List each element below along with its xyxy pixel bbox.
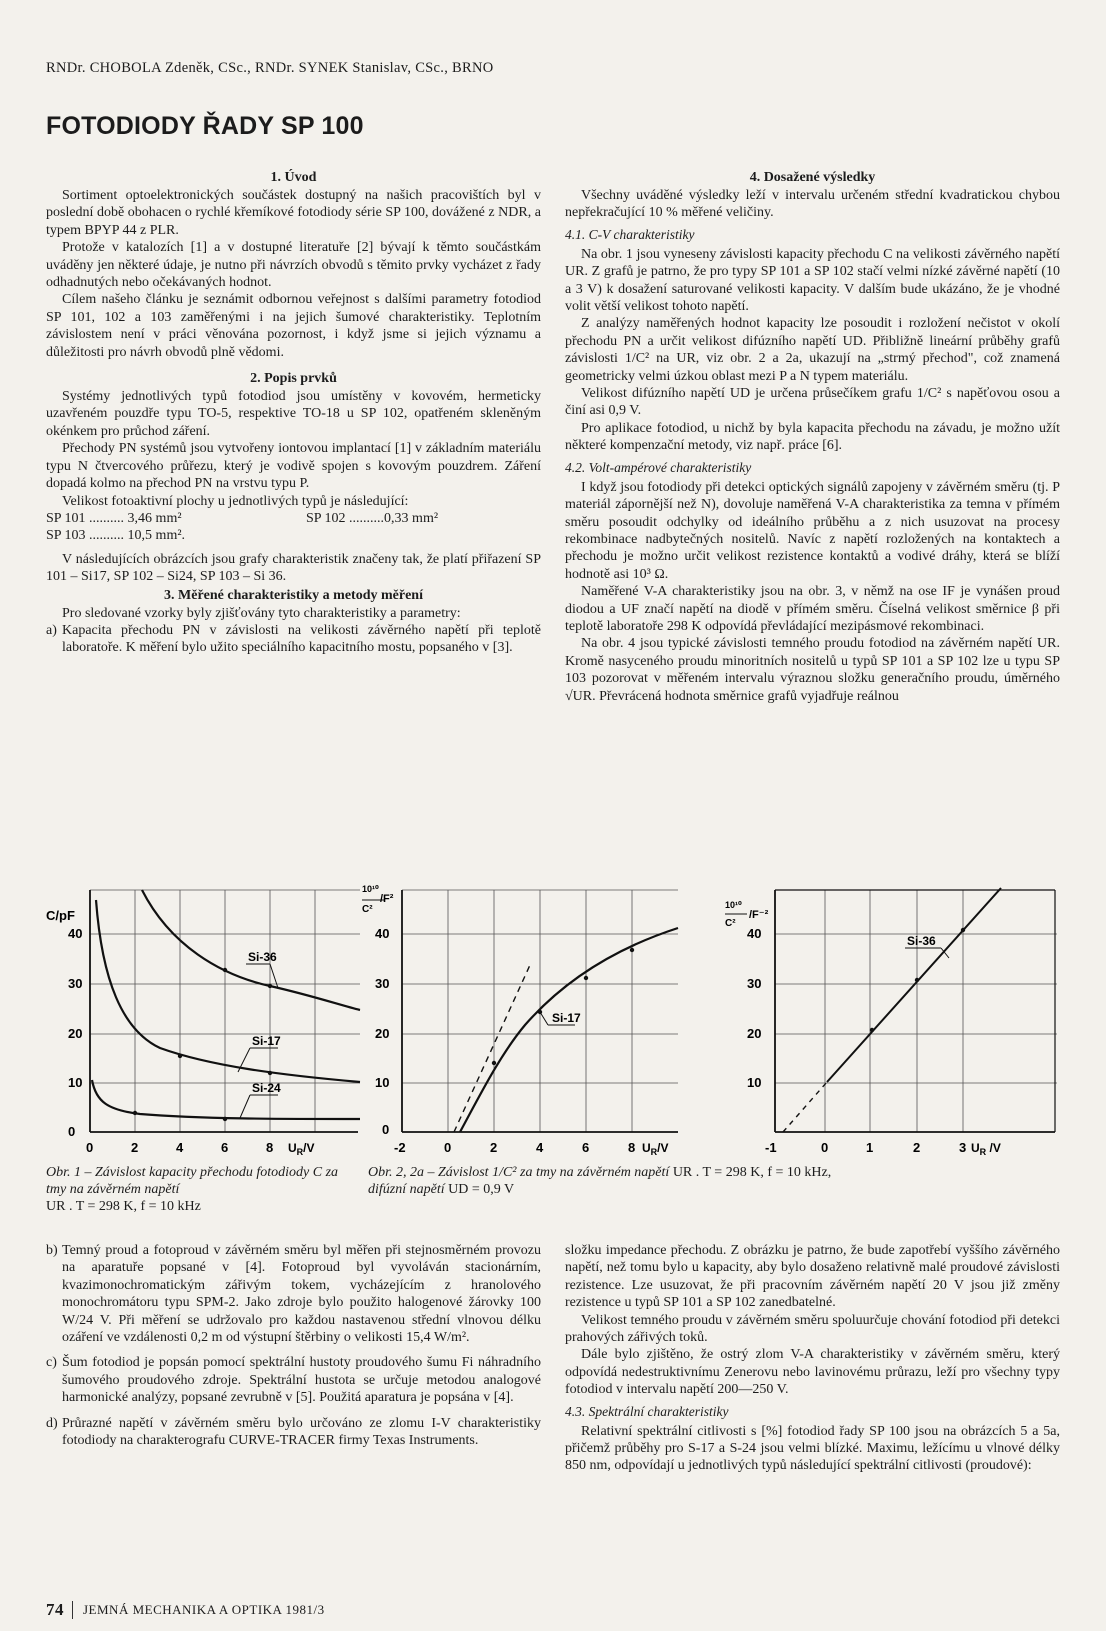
x-tick-label: 4 bbox=[536, 1140, 544, 1155]
area-table-row bbox=[46, 527, 541, 544]
figure-2-caption: Obr. 2, 2a – Závislost 1/C² za tmy na závěrném napětí UR . T = 298 K, f = 10 kHz, difúzní napětí UD = 0,9 V bbox=[368, 1165, 832, 1197]
curve-label: Si-17 bbox=[552, 1011, 581, 1025]
paragraph: Přechody PN systémů jsou vytvořeny iontovou implantací [1] v základním materiálu typu N čtvercového průřezu, který je vodivě spojen s kovovým pouzdrem. Záření dopadá kolmo na přechod PN na vrstvu typu P. bbox=[46, 441, 541, 492]
y-tick-label: 0 bbox=[382, 1122, 390, 1137]
tangent-line bbox=[454, 965, 530, 1132]
curve-si17 bbox=[96, 900, 360, 1082]
y-axis-label-denominator: C² bbox=[725, 918, 736, 929]
y-tick-label: 10 bbox=[375, 1075, 390, 1090]
paragraph: Pro aplikace fotodiod, u nichž by byla kapacita přechodu na závadu, je možno užít některé kompenzační metody, viz např. práce [6]. bbox=[565, 420, 1060, 454]
figure-1-chart bbox=[40, 870, 360, 1160]
figure-2-chart bbox=[360, 870, 710, 1160]
y-tick-label: 30 bbox=[747, 976, 762, 991]
x-axis-label: $U_R$ /V bbox=[971, 1141, 1001, 1157]
list-item: c) Šum fotodiod je popsán pomocí spektrální hustoty proudového šumu Fi náhradního šumového proudového zdroje. Spektrální hustota se určuje metodou analogové harmonické analýzy, popsané zevrubně v [5]. Použitá aparatura je popsána v [4]. bbox=[46, 1355, 541, 1406]
paragraph: I když jsou fotodiody při detekci optických signálů zapojeny v závěrném směru (tj. P materiál zápornější než N), dovoluje naměřená V-A charakteristika za temna v přímém směru posoudit odchylky od ideálního průběhu a z nich usuzovat na procesy rekombinace nadbytečných nositelů. Navíc z napětí rozložených na kontaktech a přechodu je možno určit velikost rezistence kontaktů a vodivé dráhy, která se blíží hodnotě asi 10³ Ω. bbox=[565, 479, 1060, 582]
left-column-top bbox=[46, 168, 541, 657]
y-axis-label-denominator: C² bbox=[362, 904, 373, 915]
paragraph: Z analýzy naměřených hodnot kapacity lze posoudit i rozložení nečistot v okolí přechodu PN a určit velikost difúzního napětí UD. Přibližně lineární průběhy grafů závislosti 1/C² na UR, viz obr. 2 a 2a, ukazují na „strmý přechod", což znamená geometricky velmi úzkou oblast mezi P a N typem materiálu. bbox=[565, 316, 1060, 384]
x-tick-label: 6 bbox=[582, 1140, 590, 1155]
x-tick-label: 2 bbox=[131, 1140, 139, 1155]
list-item: a) Kapacita přechodu PN v závislosti na velikosti závěrného napětí při teplotě laboratoře. K měření bylo užito speciálního kapacitního mostu, popsaného v [3]. bbox=[46, 622, 541, 656]
right-column-top bbox=[565, 168, 1060, 705]
x-tick-label: 2 bbox=[490, 1140, 498, 1155]
subsection-heading: 4.3. Spektrální charakteristiky bbox=[565, 1403, 729, 1419]
curve-label: Si-24 bbox=[252, 1081, 281, 1095]
left-column-bottom bbox=[46, 1242, 541, 1449]
y-tick-label: 30 bbox=[68, 976, 83, 991]
y-axis-label-unit: /F⁻² bbox=[749, 909, 769, 921]
y-tick-label: 0 bbox=[68, 1124, 76, 1139]
section-heading: 3. Měřené charakteristiky a metody měření bbox=[164, 587, 423, 603]
footer-divider bbox=[72, 1601, 73, 1619]
paragraph: Velikost fotoaktivní plochy u jednotlivých typů je následující: bbox=[62, 493, 409, 509]
paragraph: Sortiment optoelektronických součástek dostupný na našich pracovištích byl v poslední době obohacen o rychlé křemíkové fotodiody série SP 100, dovážené z NDR, a typem BPYP 44 z PLR. bbox=[46, 188, 541, 238]
section-heading: 4. Dosažené výsledky bbox=[749, 170, 876, 185]
area-cell: SP 102 ..........0,33 mm² bbox=[306, 510, 439, 526]
x-tick-label: 0 bbox=[821, 1140, 829, 1155]
right-column-bottom bbox=[565, 1242, 1060, 1475]
x-tick-label: -1 bbox=[765, 1140, 777, 1155]
x-axis-label: $U_R/V$ bbox=[288, 1141, 315, 1157]
x-tick-label: 8 bbox=[628, 1140, 636, 1155]
paragraph: Systémy jednotlivých typů fotodiod jsou umístěny v kovovém, hermeticky uzavřeném pouzdře typu TO-5, respektive TO-18 u SP 102, opatřeném skleněným okénkem pro průchod záření. bbox=[46, 389, 541, 439]
paragraph: Naměřené V-A charakteristiky jsou na obr. 3, v němž na ose IF je vynášen proud diodou a UF značí napětí na diodě v přímém směru. Číselná velikost směrnice β při teplotě laboratoře 298 K odpovídá převládající mezipásmové rekombinaci. bbox=[565, 584, 1060, 634]
curve-si24 bbox=[92, 1080, 360, 1119]
y-axis-label-unit: /F² bbox=[380, 893, 394, 905]
paragraph: Pro sledované vzorky byly zjišťovány tyto charakteristiky a parametry: bbox=[62, 605, 461, 621]
y-axis-label-numerator: 10¹⁰ bbox=[725, 900, 742, 910]
paragraph: Dále bylo zjištěno, že ostrý zlom V-A charakteristiky v závěrném směru, který odpovídá nedestruktivnímu Zenerovu nebo lavinovému průrazu, leží pro všechny typy fotodiod v intervalu napětí 200—250 V. bbox=[565, 1347, 1060, 1398]
paragraph: Velikost temného proudu v závěrném směru spoluurčuje chování fotodiod při detekci prahových zářivých toků. bbox=[565, 1312, 1060, 1346]
x-tick-label: 2 bbox=[913, 1140, 921, 1155]
y-axis-label: C/pF bbox=[46, 908, 75, 923]
figure-1-caption: Obr. 1 – Závislost kapacity přechodu fotodiody C za tmy na závěrném napětí UR . T = 298 K, f = 10 kHz bbox=[46, 1165, 339, 1214]
paragraph: Na obr. 4 jsou typické závislosti temného proudu fotodiod na závěrném napětí UR. Kromě nasyceného proudu minoritních nositelů u typů SP 101 a SP 102 lze u typu SP 103 pozorovat v měřeném intervalu výraznou složku generačního proudu, úměrného √UR. Převrácená hodnota směrnice grafů vyjadřuje reálnou bbox=[565, 636, 1060, 704]
paragraph: Cílem našeho článku je seznámit odbornou veřejnost s dalšími parametry fotodiod SP 101, 102 a 103 zaměřenými i na jejich šumové charakteristiky. Teplotním závislostem není v práci věnována pozornost, i když jsme si jejich významu a důležitosti pro návrh obvodů plně vědomi. bbox=[46, 292, 541, 360]
curve-si36 bbox=[827, 888, 1001, 1082]
area-cell: SP 103 .......... 10,5 mm². bbox=[46, 528, 186, 544]
y-tick-label: 20 bbox=[375, 1026, 390, 1041]
y-tick-label: 40 bbox=[747, 926, 762, 941]
y-tick-label: 40 bbox=[375, 926, 390, 941]
article-title: FOTODIODY ŘADY SP 100 bbox=[46, 112, 364, 140]
x-tick-label: -2 bbox=[394, 1140, 406, 1155]
curve-label: Si-36 bbox=[907, 934, 936, 948]
y-tick-label: 10 bbox=[747, 1075, 762, 1090]
paragraph: Relativní spektrální citlivosti s [%] fotodiod řady SP 100 jsou na obrázcích 5 a 5a, přičemž průběhy pro S-17 a S-24 jsou velmi blízké. Maximu, ležícímu u vlnové délky 850 nm, odpovídají u jednotlivých typů následující spektrální citlivosti (proudové): bbox=[565, 1423, 1060, 1474]
curve-si17 bbox=[460, 928, 678, 1132]
list-item: b) Temný proud a fotoproud v závěrném směru byl měřen při stejnosměrném provozu na aparatuře popsané v [4]. Fotoproud byl vyvoláván stacionárním, kvazimonochromatickým zářivým tokem, vycházejícím z hranolového monochromátoru typu SPM-2. Jako zdroje bylo použito halogenové žárovky 100 W/24 V. Při měření se udržovalo pro každou nastavenou střední vlnovou délku ozáření ve vzdálenosti 0,2 m od výstupní štěrbiny o velikosti 15,4 W/m². bbox=[46, 1243, 541, 1346]
journal-name: JEMNÁ MECHANIKA A OPTIKA 1981/3 bbox=[83, 1602, 325, 1617]
page-number: 74 bbox=[46, 1600, 64, 1619]
paragraph: V následujících obrázcích jsou grafy charakteristik značeny tak, že platí přiřazení SP 101 – Si17, SP 102 – Si24, SP 103 – Si 36. bbox=[46, 551, 541, 585]
extrapolation-line bbox=[783, 1082, 827, 1132]
area-table-row bbox=[46, 510, 541, 527]
y-tick-label: 20 bbox=[747, 1026, 762, 1041]
y-tick-label: 40 bbox=[68, 926, 83, 941]
y-axis-label-numerator: 10¹⁰ bbox=[362, 884, 379, 894]
figure-3-chart bbox=[725, 870, 1065, 1160]
paragraph: Na obr. 1 jsou vyneseny závislosti kapacity přechodu C na velikosti závěrného napětí UR. Z grafů je patrno, že pro typy SP 101 a SP 102 stačí velmi nízké závěrné napětí (10 a 3 V) k dosažení saturované velikosti kapacity. V dalším bude ukázáno, že je vhodné volit větší velikost tohoto napětí. bbox=[565, 246, 1060, 315]
x-tick-label: 3 bbox=[959, 1140, 967, 1155]
y-tick-label: 30 bbox=[375, 976, 390, 991]
paragraph: složku impedance přechodu. Z obrázku je patrno, že bude zapotřebí vyššího závěrného napětí, než tomu bylo u kapacity, aby bylo dosaženo relativně malé proudové závislosti rezistence. Lze usuzovat, že při pracovním závěrném napětí 20 V jsou již změny rezistence u typů SP 101 a SP 102 zanedbatelné. bbox=[565, 1243, 1060, 1311]
list-item: d) Průrazné napětí v závěrném směru bylo určováno ze zlomu I-V charakteristiky fotodiody na charakterografu CURVE-TRACER firmy Texas Instruments. bbox=[46, 1415, 541, 1449]
authors-line: RNDr. CHOBOLA Zdeněk, CSc., RNDr. SYNEK Stanislav, CSc., BRNO bbox=[46, 60, 494, 76]
x-axis-label: $U_R/V$ bbox=[642, 1141, 669, 1157]
x-tick-label: 4 bbox=[176, 1140, 184, 1155]
subsection-heading: 4.2. Volt-ampérové charakteristiky bbox=[565, 459, 752, 475]
x-tick-label: 0 bbox=[444, 1140, 452, 1155]
paragraph: Protože v katalozích [1] a v dostupné literatuře [2] bývají k těmto součástkám uváděny jen některé údaje, je nutno při návrzích obvodů s těmito prvky vycházet z řady odhadnutých nebo očekávaných hodnot. bbox=[46, 240, 541, 291]
page-footer bbox=[46, 1600, 325, 1620]
x-tick-label: 6 bbox=[221, 1140, 229, 1155]
section-heading: 2. Popis prvků bbox=[250, 371, 337, 387]
x-tick-label: 1 bbox=[866, 1140, 874, 1155]
section-heading: 1. Úvod bbox=[270, 170, 317, 185]
area-cell: SP 101 .......... 3,46 mm² bbox=[46, 510, 182, 526]
x-tick-label: 8 bbox=[266, 1140, 274, 1155]
y-tick-label: 10 bbox=[68, 1075, 83, 1090]
paragraph: Velikost difúzního napětí UD je určena průsečíkem grafu 1/C² s napěťovou osou a činí asi 0,9 V. bbox=[565, 386, 1060, 419]
y-tick-label: 20 bbox=[68, 1026, 83, 1041]
curve-label: Si-17 bbox=[252, 1034, 281, 1048]
paragraph: Všechny uváděné výsledky leží v intervalu určeném střední kvadratickou chybou nepřekračující 10 % měřené veličiny. bbox=[565, 188, 1060, 221]
curve-label: Si-36 bbox=[248, 950, 277, 964]
subsection-heading: 4.1. C-V charakteristiky bbox=[565, 226, 695, 242]
x-tick-label: 0 bbox=[86, 1140, 94, 1155]
